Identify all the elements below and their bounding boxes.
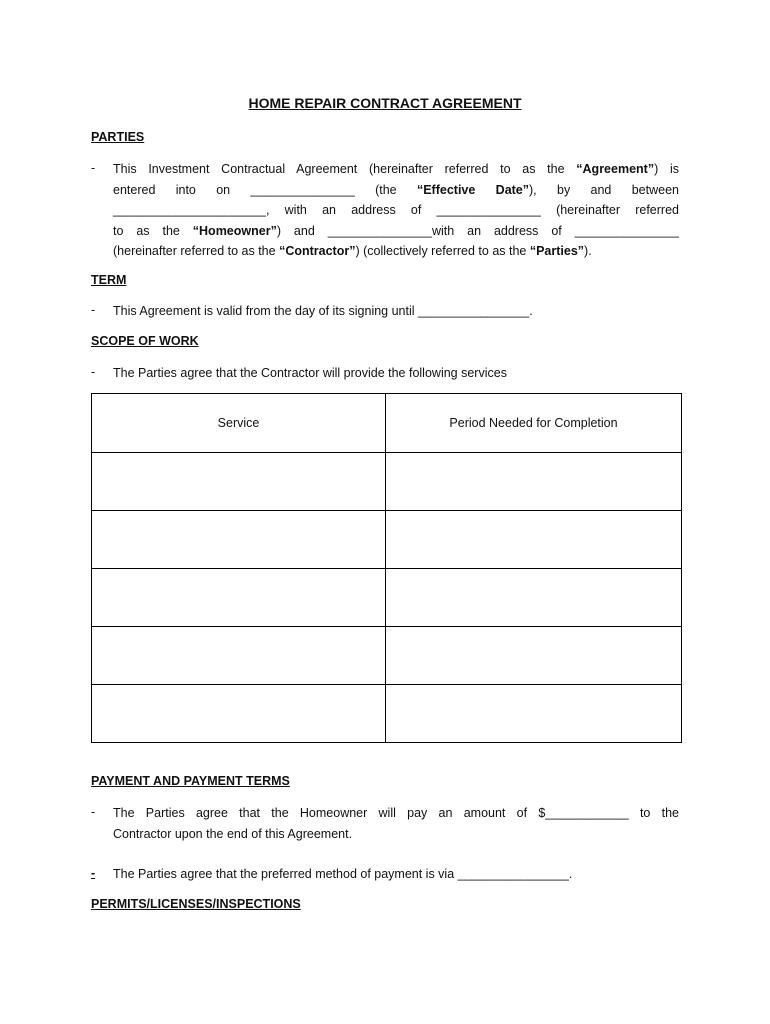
scope-paragraph: The Parties agree that the Contractor will provide the following services [113,366,507,380]
table-cell-service[interactable] [92,511,386,569]
parties-line-5: (hereinafter referred to as the “Contractor”) (collectively referred to as the “Parties”). [113,244,592,258]
payment-amount-paragraph [113,803,679,844]
table-cell-service[interactable] [92,569,386,627]
parties-line-3: ______________________, with an address of _______________ (hereinafter referred [113,203,679,217]
table-header-row [92,394,682,453]
table-cell-service[interactable] [92,453,386,511]
column-header-service: Service [92,394,386,453]
payment-line-2: Contractor upon the end of this Agreement. [113,826,353,841]
column-header-period: Period Needed for Completion [386,394,682,453]
document-title: HOME REPAIR CONTRACT AGREEMENT [248,95,522,111]
table-cell-period[interactable] [386,627,682,685]
table-cell-period[interactable] [386,685,682,743]
table-cell-period[interactable] [386,569,682,627]
section-heading-parties: PARTIES [91,130,145,144]
bullet-dash: - [91,866,96,880]
section-heading-scope: SCOPE OF WORK [91,334,199,348]
section-heading-term: TERM [91,273,127,287]
table-row [92,569,682,627]
table-row [92,511,682,569]
parties-line-1: This Investment Contractual Agreement (hereinafter referred to as the “Agreement”) is [113,162,679,176]
parties-line-2: entered into on _______________ (the “Effective Date”), by and between [113,182,679,197]
table-row [92,685,682,743]
payment-line-1: The Parties agree that the Homeowner will pay an amount of $____________ to the [113,806,679,820]
bullet-dash: - [91,365,96,379]
bullet-dash: - [91,161,96,175]
table-cell-service[interactable] [92,627,386,685]
parties-line-4: to as the “Homeowner”) and _______________with an address of _______________ [113,223,679,238]
parties-paragraph [113,159,679,262]
table-cell-period[interactable] [386,453,682,511]
services-table [91,393,682,743]
table-row [92,453,682,511]
bullet-dash: - [91,303,96,317]
section-heading-permits: PERMITS/LICENSES/INSPECTIONS [91,897,301,911]
payment-method-paragraph: The Parties agree that the preferred method of payment is via ________________. [113,867,573,881]
bullet-dash: - [91,805,96,819]
table-cell-period[interactable] [386,511,682,569]
section-heading-payment: PAYMENT AND PAYMENT TERMS [91,774,290,788]
table-row [92,627,682,685]
term-paragraph: This Agreement is valid from the day of its signing until ________________. [113,304,533,318]
table-cell-service[interactable] [92,685,386,743]
